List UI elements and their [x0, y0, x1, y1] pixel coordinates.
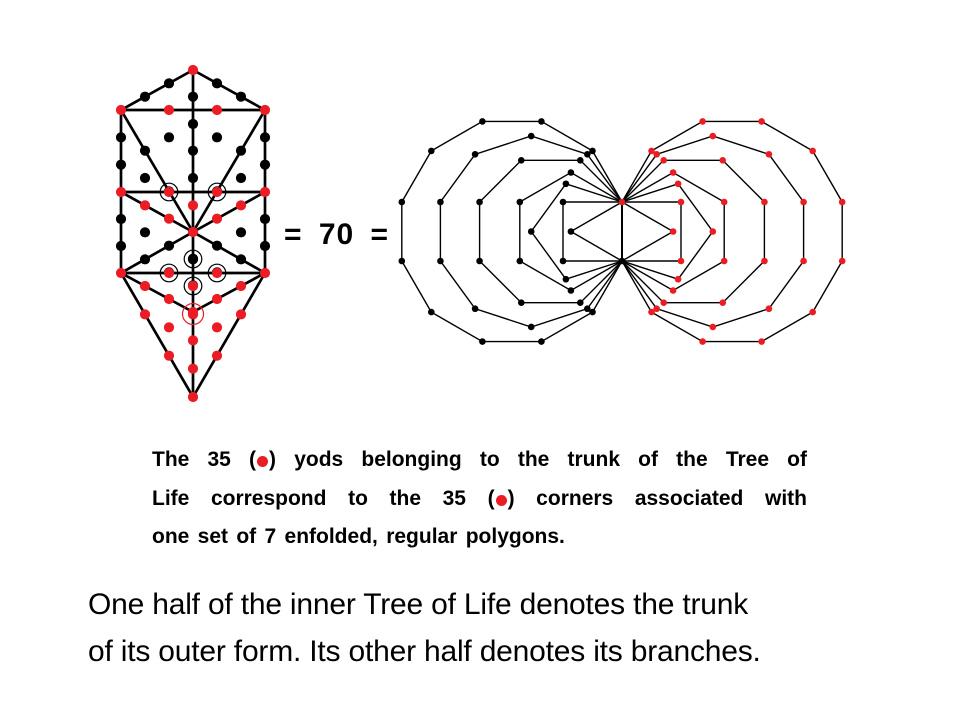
tree-yod-dot [236, 146, 246, 156]
tree-yod-dot [140, 200, 150, 210]
tree-yod-dot [140, 309, 150, 319]
polygon-corner-dot [560, 199, 567, 206]
polygon-corner-dot [518, 157, 525, 164]
tree-yod-dot [260, 214, 270, 224]
polygon-corner-dot [479, 118, 486, 125]
tree-yod-dot [260, 132, 270, 142]
tree-path-line [193, 110, 265, 232]
tree-yod-dot [212, 294, 222, 304]
polygon-corner-dot [648, 148, 655, 155]
polygon-corner-dot [528, 324, 535, 331]
tree-yod-dot [236, 309, 246, 319]
tree-yod-dot [164, 78, 174, 88]
polygon-corner-dot [766, 305, 773, 312]
tree-yod-dot [164, 241, 174, 251]
polygon-corner-dot [721, 199, 728, 206]
polygon-corner-dot [800, 258, 807, 265]
tree-yod-dot [188, 65, 198, 75]
tree-yod-dot [212, 351, 222, 361]
polygon-corner-dot [699, 338, 706, 345]
red-yod-inline-icon [257, 456, 268, 467]
polygon-corner-dot [399, 258, 406, 265]
polygon-corner-dot [538, 118, 545, 125]
tree-of-life-figure [116, 65, 270, 402]
tree-yod-dot [140, 281, 150, 291]
red-yod-inline-icon [496, 495, 507, 506]
tree-yod-dot [188, 281, 198, 291]
polygon-corner-dot [839, 199, 846, 206]
tree-yod-dot [188, 92, 198, 102]
tree-yod-dot [164, 351, 174, 361]
polygon-corner-dot [399, 199, 406, 206]
polygon-corner-dot [709, 133, 716, 140]
tree-yod-dot [188, 146, 198, 156]
polygon-corner-dot [758, 118, 765, 125]
tree-yod-dot [260, 241, 270, 251]
polygon-corner-dot [476, 258, 483, 265]
caption-line-2: Life correspond to the 35 ( ) corners associated with [152, 486, 807, 510]
tree-yod-dot [140, 254, 150, 264]
footer-line-1: One half of the inner Tree of Life denotes the trunk [88, 588, 749, 621]
tree-yod-dot [140, 92, 150, 102]
polygon-corner-dot [479, 338, 486, 345]
tree-yod-dot [212, 78, 222, 88]
polygon-corner-dot [839, 258, 846, 265]
polygon-corner-dot [721, 258, 728, 265]
tree-yod-dot [164, 187, 174, 197]
polygon-corner-dot [563, 180, 570, 187]
polygon-corner-dot [670, 228, 677, 235]
polygon-corner-dot [518, 299, 525, 306]
tree-yod-dot [236, 173, 246, 183]
tree-yod-dot [212, 132, 222, 142]
polygon-corner-dot [568, 169, 575, 176]
tree-yod-dot [188, 200, 198, 210]
tree-yod-dot [188, 254, 198, 264]
tree-path-line [193, 70, 265, 110]
tree-yod-dot [212, 105, 222, 115]
tree-path-line [193, 232, 265, 273]
polygon-corner-dot [660, 299, 667, 306]
tree-yod-dot [188, 173, 198, 183]
tree-yod-dot [260, 160, 270, 170]
tree-yod-dot [140, 227, 150, 237]
tree-yod-dot [188, 119, 198, 129]
polygon-corner-dot [670, 169, 677, 176]
caption-line-3: one set of 7 enfolded, regular polygons. [152, 525, 565, 548]
polygon-corner-dot [517, 258, 524, 265]
polygon-corner-dot [472, 305, 479, 312]
polygon-corner-dot [568, 287, 575, 294]
tree-yod-dot [188, 364, 198, 374]
tree-yod-dot [116, 105, 126, 115]
caption-line-1: The 35 ( ) yods belonging to the trunk of the Tree of [152, 448, 808, 471]
enfolded-polygon-5 [531, 184, 622, 279]
enfolded-polygon-8 [480, 160, 622, 302]
tree-yod-dot [212, 268, 222, 278]
polygon-corner-dot [670, 287, 677, 294]
polygon-corner-dot [437, 199, 444, 206]
tree-yod-dot [116, 160, 126, 170]
polygon-corner-dot [619, 199, 626, 206]
polygon-corner-dot [809, 148, 816, 155]
tree-yod-dot [236, 281, 246, 291]
polygon-corner-dot [766, 151, 773, 158]
tree-yod-dot [212, 322, 222, 332]
tree-yod-dot [164, 214, 174, 224]
tree-yod-dot [188, 392, 198, 402]
polygon-corner-dot [648, 309, 655, 316]
tree-yod-dot [260, 268, 270, 278]
tree-path-line [121, 232, 193, 273]
polygon-corner-dot [589, 148, 596, 155]
polygon-corner-dot [678, 199, 685, 206]
tree-yod-dot [212, 241, 222, 251]
polygon-corner-dot [678, 258, 685, 265]
tree-yod-dot [116, 214, 126, 224]
polygon-corner-dot [428, 309, 435, 316]
polygon-corner-dot [528, 228, 535, 235]
enfolded-polygon-8 [622, 160, 764, 302]
tree-yod-dot [212, 214, 222, 224]
tree-path-line [121, 110, 193, 232]
polygon-corner-dot [709, 324, 716, 331]
footer-line-2: of its outer form. Its other half denotes its branches. [88, 635, 761, 668]
polygon-corner-dot [577, 157, 584, 164]
tree-yod-dot [140, 146, 150, 156]
tree-yod-dot [260, 187, 270, 197]
polygon-corner-dot [476, 199, 483, 206]
tree-yod-dot [236, 254, 246, 264]
polygon-corner-dot [428, 148, 435, 155]
polygon-corner-dot [472, 151, 479, 158]
polygon-corner-dot [758, 338, 765, 345]
polygon-corner-dot [619, 258, 626, 265]
polygon-corner-dot [517, 199, 524, 206]
polygon-corner-dot [568, 228, 575, 235]
tree-path-line [121, 70, 193, 110]
tree-yod-dot [140, 173, 150, 183]
polygon-corner-dot [761, 199, 768, 206]
polygon-corner-dot [660, 157, 667, 164]
polygon-corner-dot [709, 228, 716, 235]
polygon-corner-dot [761, 258, 768, 265]
polygon-corner-dot [719, 299, 726, 306]
tree-yod-dot [188, 307, 198, 317]
equals-70-label: = 70 = [284, 218, 390, 251]
tree-yod-dot [188, 227, 198, 237]
tree-yod-dot [260, 105, 270, 115]
tree-yod-dot [164, 322, 174, 332]
tree-yod-dot [116, 132, 126, 142]
tree-yod-dot [116, 241, 126, 251]
enfolded-polygon-3 [571, 202, 622, 261]
polygon-corner-dot [675, 276, 682, 283]
polygon-corner-dot [699, 118, 706, 125]
tree-yod-dot [164, 132, 174, 142]
tree-yod-dot [116, 187, 126, 197]
polygon-corner-dot [589, 309, 596, 316]
footer-text [88, 581, 761, 675]
tree-yod-dot [188, 335, 198, 345]
polygon-corner-dot [560, 258, 567, 265]
tree-yod-dot [236, 92, 246, 102]
polygon-corner-dot [809, 309, 816, 316]
polygon-corner-dot [675, 180, 682, 187]
tree-yod-dot [164, 105, 174, 115]
polygon-corner-dot [719, 157, 726, 164]
tree-yod-dot [236, 227, 246, 237]
tree-yod-dot [164, 294, 174, 304]
tree-yod-dot [212, 187, 222, 197]
polygon-corner-dot [528, 133, 535, 140]
enfolded-polygon-3 [622, 202, 673, 261]
enfolded-polygon-5 [622, 184, 713, 279]
enfolded-polygons-figure [399, 118, 846, 345]
tree-yod-dot [236, 200, 246, 210]
polygon-corner-dot [577, 299, 584, 306]
polygon-corner-dot [800, 199, 807, 206]
tree-yod-dot [116, 268, 126, 278]
caption-text [152, 441, 807, 557]
polygon-corner-dot [563, 276, 570, 283]
polygon-corner-dot [437, 258, 444, 265]
polygon-corner-dot [538, 338, 545, 345]
tree-yod-dot [164, 268, 174, 278]
